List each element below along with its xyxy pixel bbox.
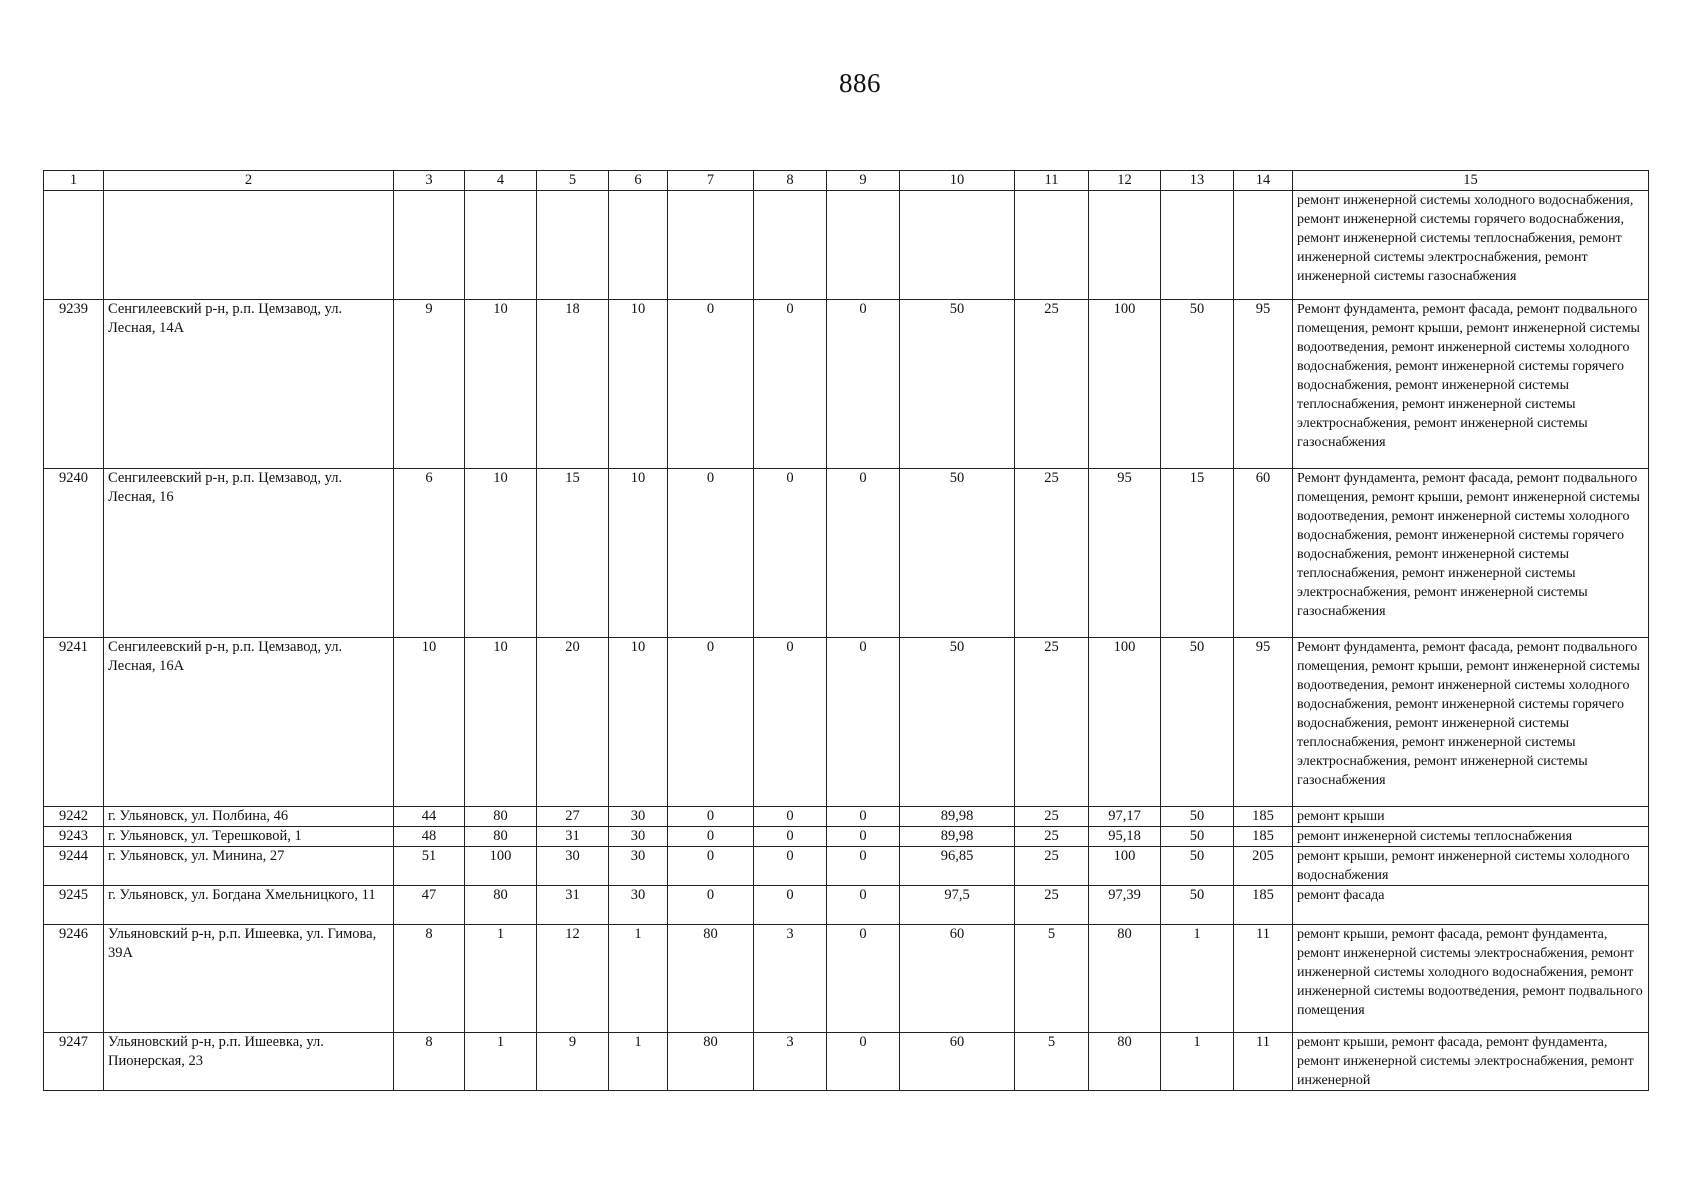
- work-cell: Ремонт фундамента, ремонт фасада, ремонт подвального помещения, ремонт крыши, ремонт инженерной системы водоотведения, ремонт инженерной системы холодного водоснабжения, ремонт инженерной системы горячего водоснабжения, ремонт инженерной системы теплоснабжения, ремонт инженерной системы электроснабжения, ремонт инженерной системы газоснабжения: [1293, 300, 1649, 469]
- address-cell: г. Ульяновск, ул. Полбина, 46: [104, 807, 394, 827]
- value-cell: 100: [1089, 300, 1161, 469]
- value-cell: 11: [1234, 1033, 1293, 1091]
- value-cell: 205: [1234, 847, 1293, 886]
- value-cell: 50: [900, 638, 1015, 807]
- value-cell: 0: [827, 638, 900, 807]
- value-cell: 0: [754, 469, 827, 638]
- value-cell: 60: [1234, 469, 1293, 638]
- value-cell: 80: [465, 886, 537, 925]
- value-cell: 10: [394, 638, 465, 807]
- value-cell: 0: [754, 807, 827, 827]
- value-cell: 1: [465, 1033, 537, 1091]
- value-cell: 1: [609, 1033, 668, 1091]
- value-cell: 97,39: [1089, 886, 1161, 925]
- value-cell: 8: [394, 1033, 465, 1091]
- value-cell: 31: [537, 886, 609, 925]
- address-cell: Ульяновский р-н, р.п. Ишеевка, ул. Гимова, 39А: [104, 925, 394, 1033]
- value-cell: 96,85: [900, 847, 1015, 886]
- value-cell: 80: [465, 807, 537, 827]
- value-cell: 1: [609, 925, 668, 1033]
- row-id: 9243: [44, 827, 104, 847]
- address-cell: г. Ульяновск, ул. Минина, 27: [104, 847, 394, 886]
- address-cell: Сенгилеевский р-н, р.п. Цемзавод, ул. Лесная, 16А: [104, 638, 394, 807]
- value-cell: 12: [537, 925, 609, 1033]
- value-cell: 50: [1161, 886, 1234, 925]
- value-cell: 30: [609, 847, 668, 886]
- value-cell: 100: [465, 847, 537, 886]
- row-id: 9247: [44, 1033, 104, 1091]
- value-cell: 185: [1234, 827, 1293, 847]
- address-cell: г. Ульяновск, ул. Терешковой, 1: [104, 827, 394, 847]
- row-id: 9239: [44, 300, 104, 469]
- value-cell: 95: [1234, 638, 1293, 807]
- header-cell: 10: [900, 171, 1015, 191]
- value-cell: 89,98: [900, 827, 1015, 847]
- value-cell: 25: [1015, 807, 1089, 827]
- value-cell: 1: [1161, 925, 1234, 1033]
- value-cell: 15: [537, 469, 609, 638]
- value-cell: 9: [537, 1033, 609, 1091]
- row-id: 9242: [44, 807, 104, 827]
- header-cell: 15: [1293, 171, 1649, 191]
- value-cell: 0: [668, 886, 754, 925]
- row-id: 9244: [44, 847, 104, 886]
- value-cell: 10: [609, 469, 668, 638]
- value-cell: 47: [394, 886, 465, 925]
- value-cell: 97,5: [900, 886, 1015, 925]
- work-cell: ремонт крыши, ремонт фасада, ремонт фундамента, ремонт инженерной системы электроснабжения, ремонт инженерной: [1293, 1033, 1649, 1091]
- table-row: [44, 469, 1649, 638]
- value-cell: 0: [668, 638, 754, 807]
- value-cell: 50: [1161, 300, 1234, 469]
- value-cell: 0: [827, 925, 900, 1033]
- table-row: [44, 847, 1649, 886]
- value-cell: 20: [537, 638, 609, 807]
- address-cell: Сенгилеевский р-н, р.п. Цемзавод, ул. Лесная, 16: [104, 469, 394, 638]
- value-cell: 95: [1234, 300, 1293, 469]
- value-cell: 0: [827, 1033, 900, 1091]
- table-row: [44, 925, 1649, 1033]
- value-cell: 0: [827, 469, 900, 638]
- header-cell: 6: [609, 171, 668, 191]
- header-cell: 2: [104, 171, 394, 191]
- value-cell: 80: [1089, 1033, 1161, 1091]
- header-cell: 11: [1015, 171, 1089, 191]
- value-cell: 50: [1161, 807, 1234, 827]
- row-id: 9245: [44, 886, 104, 925]
- value-cell: 25: [1015, 886, 1089, 925]
- header-cell: 3: [394, 171, 465, 191]
- value-cell: 185: [1234, 886, 1293, 925]
- value-cell: 50: [900, 300, 1015, 469]
- value-cell: 0: [754, 638, 827, 807]
- repair-table: [43, 170, 1649, 1091]
- header-cell: 12: [1089, 171, 1161, 191]
- value-cell: 0: [754, 847, 827, 886]
- value-cell: 100: [1089, 638, 1161, 807]
- value-cell: 0: [668, 300, 754, 469]
- work-cell: ремонт инженерной системы теплоснабжения: [1293, 827, 1649, 847]
- value-cell: 0: [668, 807, 754, 827]
- work-cell: ремонт крыши, ремонт инженерной системы холодного водоснабжения: [1293, 847, 1649, 886]
- row-id: 9240: [44, 469, 104, 638]
- value-cell: 50: [1161, 827, 1234, 847]
- value-cell: 185: [1234, 807, 1293, 827]
- header-cell: 4: [465, 171, 537, 191]
- value-cell: 80: [668, 925, 754, 1033]
- value-cell: 3: [754, 1033, 827, 1091]
- address-cell: Ульяновский р-н, р.п. Ишеевка, ул. Пионерская, 23: [104, 1033, 394, 1091]
- value-cell: 0: [827, 807, 900, 827]
- table-row: [44, 638, 1649, 807]
- value-cell: 11: [1234, 925, 1293, 1033]
- header-cell: 14: [1234, 171, 1293, 191]
- work-cell: ремонт крыши, ремонт фасада, ремонт фундамента, ремонт инженерной системы электроснабжения, ремонт инженерной системы холодного водоснабжения, ремонт инженерной системы водоотведения, ремонт подвального помещения: [1293, 925, 1649, 1033]
- value-cell: 95: [1089, 469, 1161, 638]
- header-cell: 1: [44, 171, 104, 191]
- value-cell: 18: [537, 300, 609, 469]
- value-cell: 9: [394, 300, 465, 469]
- value-cell: 0: [827, 886, 900, 925]
- value-cell: 97,17: [1089, 807, 1161, 827]
- value-cell: 10: [465, 638, 537, 807]
- page-number: 886: [839, 68, 881, 98]
- value-cell: 1: [1161, 1033, 1234, 1091]
- work-cell: ремонт инженерной системы холодного водоснабжения, ремонт инженерной системы горячего водоснабжения, ремонт инженерной системы теплоснабжения, ремонт инженерной системы электроснабжения, ремонт инженерной системы газоснабжения: [1293, 191, 1649, 300]
- value-cell: 10: [465, 469, 537, 638]
- value-cell: 10: [609, 300, 668, 469]
- table-row: [44, 1033, 1649, 1091]
- row-id: 9241: [44, 638, 104, 807]
- value-cell: 25: [1015, 300, 1089, 469]
- value-cell: 50: [1161, 847, 1234, 886]
- value-cell: 51: [394, 847, 465, 886]
- value-cell: 0: [668, 847, 754, 886]
- value-cell: 30: [537, 847, 609, 886]
- work-cell: ремонт фасада: [1293, 886, 1649, 925]
- value-cell: 48: [394, 827, 465, 847]
- value-cell: 0: [827, 300, 900, 469]
- value-cell: 25: [1015, 847, 1089, 886]
- value-cell: 0: [827, 847, 900, 886]
- header-cell: 7: [668, 171, 754, 191]
- value-cell: 0: [754, 827, 827, 847]
- header-cell: 9: [827, 171, 900, 191]
- value-cell: 25: [1015, 638, 1089, 807]
- value-cell: 100: [1089, 847, 1161, 886]
- header-cell: 8: [754, 171, 827, 191]
- value-cell: 31: [537, 827, 609, 847]
- value-cell: 10: [609, 638, 668, 807]
- value-cell: 30: [609, 886, 668, 925]
- value-cell: 60: [900, 925, 1015, 1033]
- value-cell: 44: [394, 807, 465, 827]
- value-cell: 3: [754, 925, 827, 1033]
- value-cell: 80: [465, 827, 537, 847]
- row-id: 9246: [44, 925, 104, 1033]
- value-cell: 15: [1161, 469, 1234, 638]
- table-row: [44, 827, 1649, 847]
- value-cell: 27: [537, 807, 609, 827]
- header-cell: 5: [537, 171, 609, 191]
- value-cell: 5: [1015, 925, 1089, 1033]
- value-cell: 60: [900, 1033, 1015, 1091]
- value-cell: 30: [609, 807, 668, 827]
- work-cell: Ремонт фундамента, ремонт фасада, ремонт подвального помещения, ремонт крыши, ремонт инженерной системы водоотведения, ремонт инженерной системы холодного водоснабжения, ремонт инженерной системы горячего водоснабжения, ремонт инженерной системы теплоснабжения, ремонт инженерной системы электроснабжения, ремонт инженерной системы газоснабжения: [1293, 638, 1649, 807]
- value-cell: 25: [1015, 827, 1089, 847]
- value-cell: 0: [754, 300, 827, 469]
- header-row: [44, 171, 1649, 191]
- value-cell: 0: [668, 827, 754, 847]
- value-cell: 50: [1161, 638, 1234, 807]
- value-cell: 5: [1015, 1033, 1089, 1091]
- value-cell: 0: [668, 469, 754, 638]
- work-cell: Ремонт фундамента, ремонт фасада, ремонт подвального помещения, ремонт крыши, ремонт инженерной системы водоотведения, ремонт инженерной системы холодного водоснабжения, ремонт инженерной системы горячего водоснабжения, ремонт инженерной системы теплоснабжения, ремонт инженерной системы электроснабжения, ремонт инженерной системы газоснабжения: [1293, 469, 1649, 638]
- value-cell: 95,18: [1089, 827, 1161, 847]
- table-row: [44, 807, 1649, 827]
- table-row: [44, 300, 1649, 469]
- value-cell: 0: [827, 827, 900, 847]
- value-cell: 25: [1015, 469, 1089, 638]
- value-cell: 0: [754, 886, 827, 925]
- value-cell: 80: [668, 1033, 754, 1091]
- value-cell: 50: [900, 469, 1015, 638]
- work-cell: ремонт крыши: [1293, 807, 1649, 827]
- value-cell: 8: [394, 925, 465, 1033]
- address-cell: Сенгилеевский р-н, р.п. Цемзавод, ул. Лесная, 14А: [104, 300, 394, 469]
- table-row-continuation: [44, 191, 1649, 300]
- value-cell: 10: [465, 300, 537, 469]
- value-cell: 30: [609, 827, 668, 847]
- table-row: [44, 886, 1649, 925]
- header-cell: 13: [1161, 171, 1234, 191]
- value-cell: 89,98: [900, 807, 1015, 827]
- value-cell: 80: [1089, 925, 1161, 1033]
- address-cell: г. Ульяновск, ул. Богдана Хмельницкого, 11: [104, 886, 394, 925]
- value-cell: 6: [394, 469, 465, 638]
- value-cell: 1: [465, 925, 537, 1033]
